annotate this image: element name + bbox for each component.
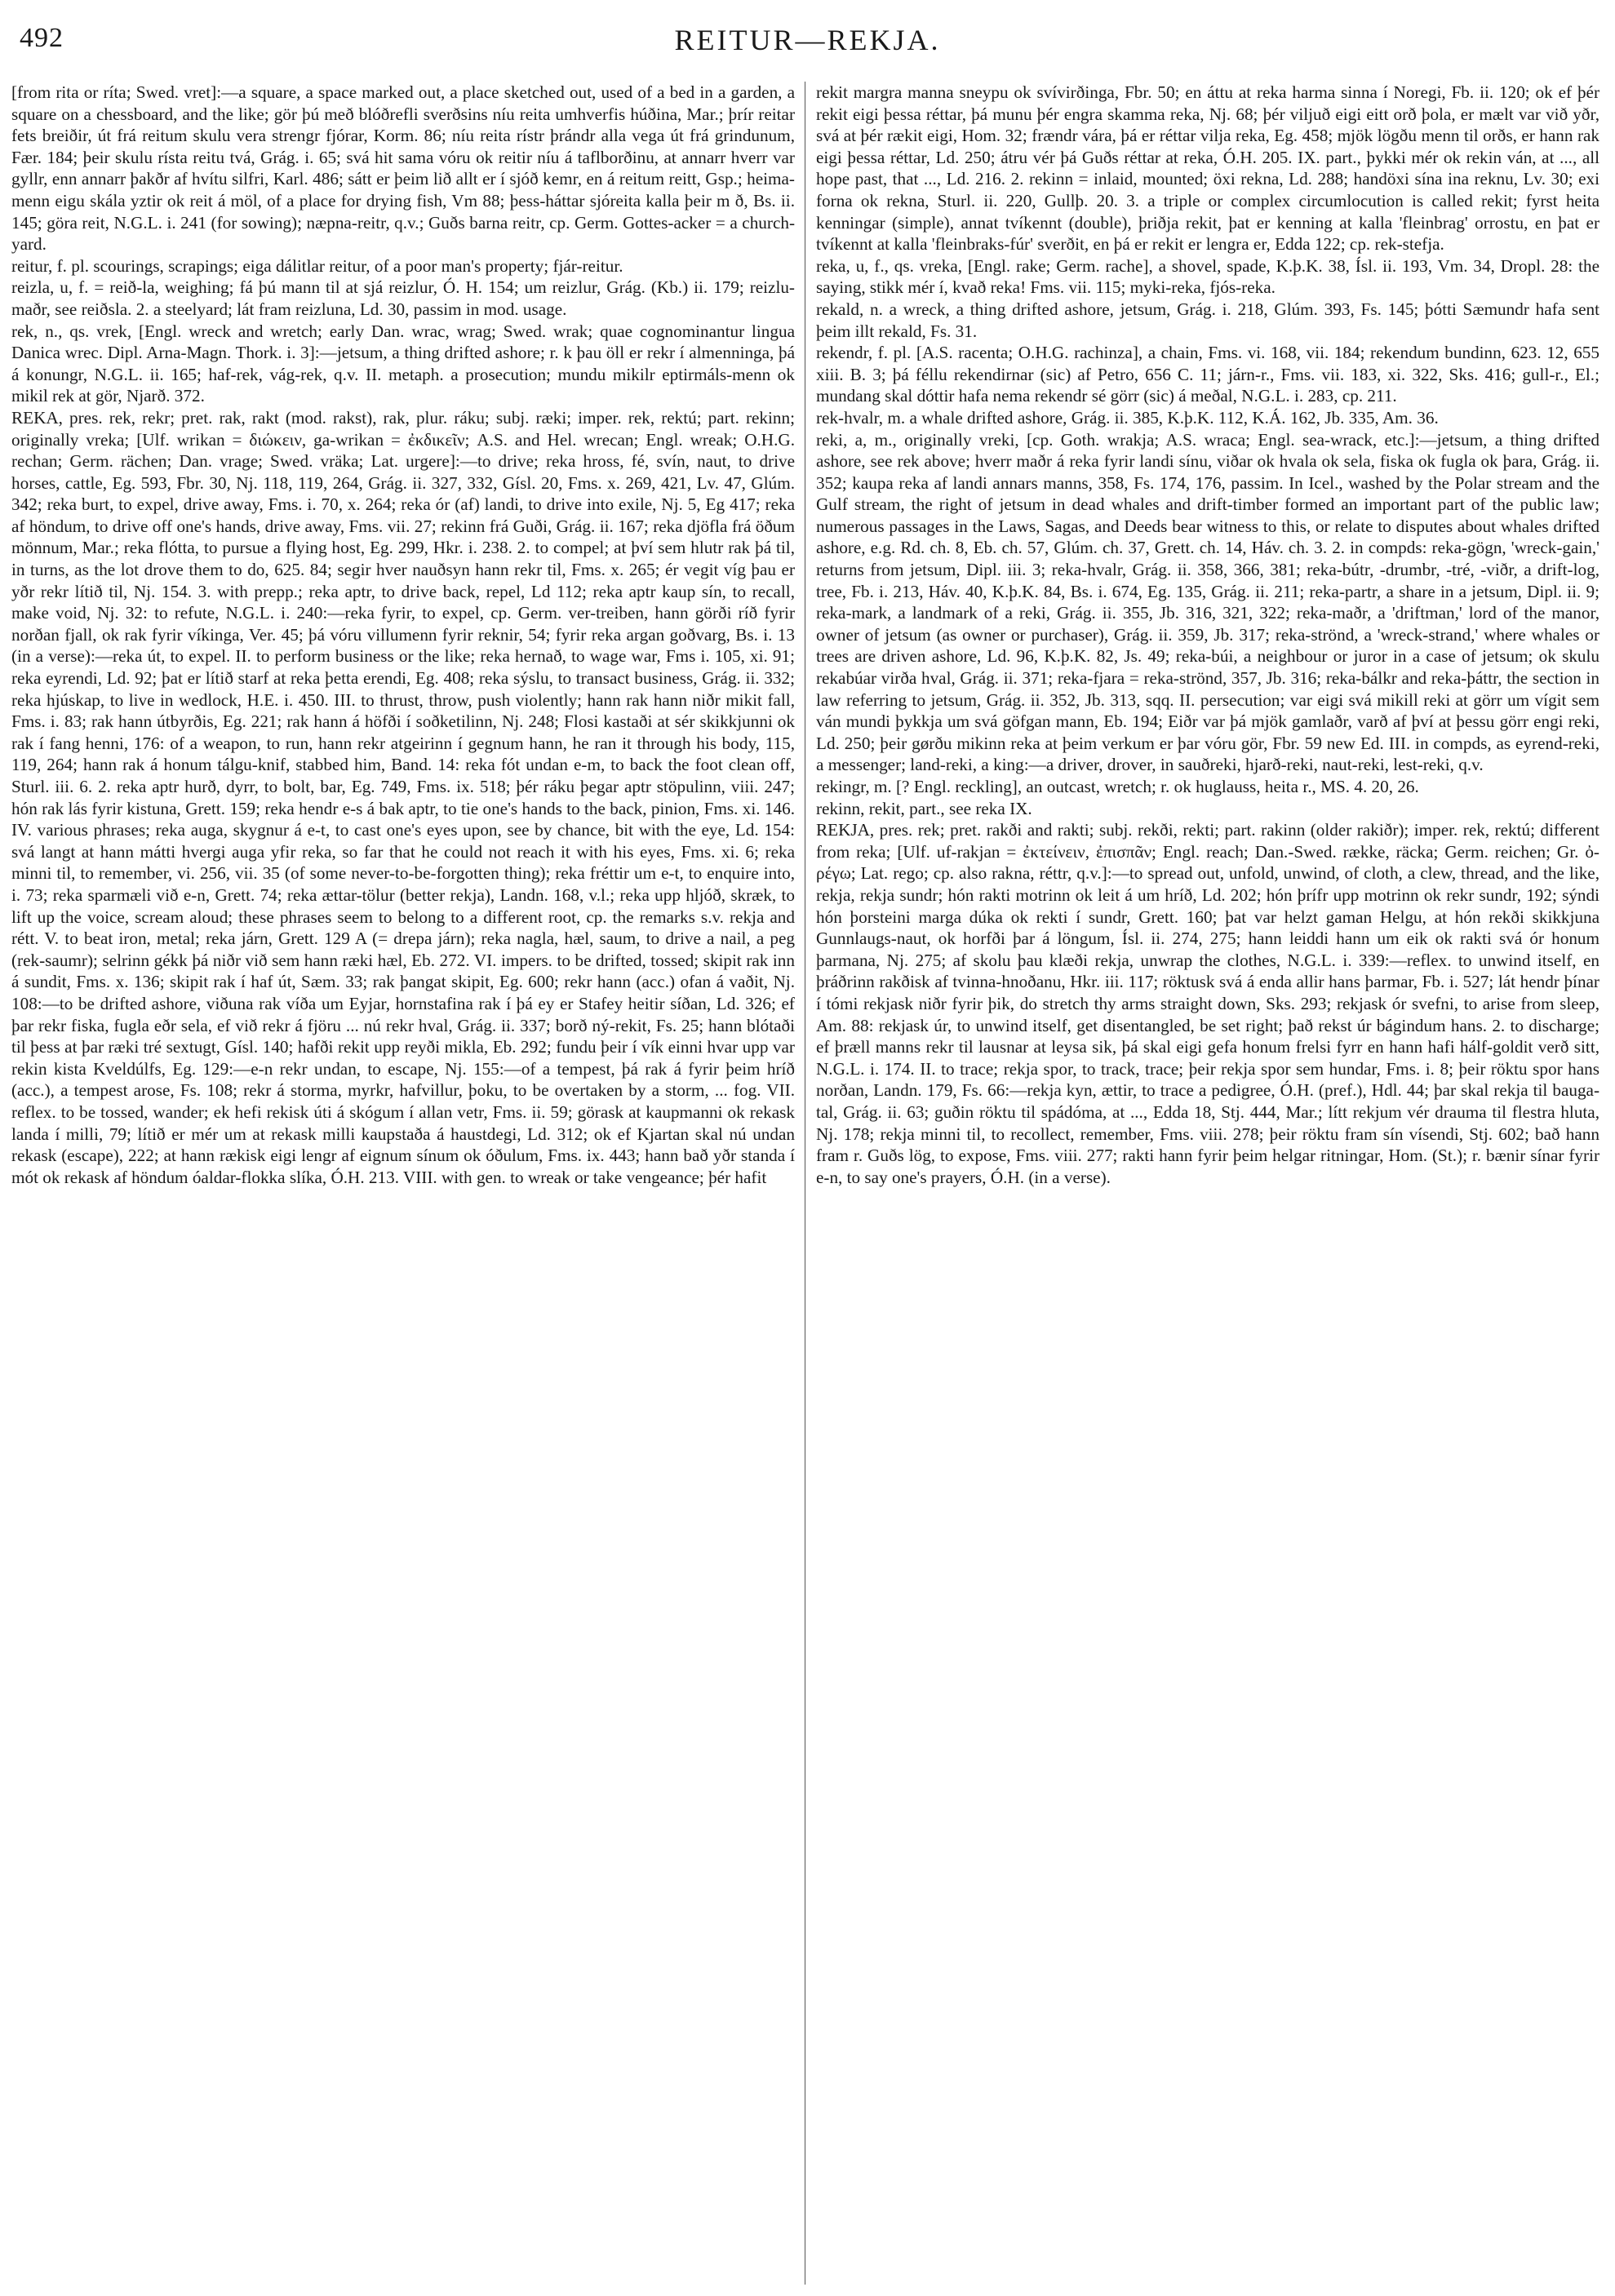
entry-rekendr: rekendr, f. pl. [A.S. racenta; O.H.G. rachinza], a chain, Fms. vi. 168, vii. 184; rekendum bundinn, 623. 12, 655 xiii. B. 3; þá féllu rekendirnar (sic) af Petro, 656 C. 11; járn-r., Fms. vii. 183, xi. 322, Sks. 416; gull-r., El.; mundang skal dóttir hafa nema rekendr sé görr (sic) á meðal, N.G.L. i. 283, cp. 211. bbox=[816, 343, 1599, 406]
text-columns bbox=[11, 82, 1604, 2285]
entry-rekja: REKJA, pres. rek; pret. rakði and rakti; subj. rekði, rekti; part. rakinn (older rakiðr); imper. rek, rektú; different from reka; [Ulf. uf-rakjan = ἐκτείνειν, ἐπισπᾶν; Engl. reach; Dan.-Swed. række, räcka; Germ. reichen; Gr. ὀ-ρέγω; Lat. rego; cp. also rakna, réttr, q.v.]:—to spread out, unfold, unwind, of cloth, a clew, thread, and the like, rekja, rekja sundr; hón rakti motrinn ok leit á um hríð, Ld. 202; hón þrífr upp motrinn ok rekr sundr, 192; sýndi hón þorsteini marga dúka ok rekti í sundr, Grett. 160; þat var helzt gaman Helgu, at hón rekði skikkjuna Gunnlaugs-naut, ok horfði þar á löngum, Ísl. ii. 274, 275; hann leiddi hann um eik ok rakti svá ór honum þarmana, Nj. 275; af skolu þau klæði rekja, unwrap the clothes, N.G.L. i. 339:—reflex. to unwind itself, en þráðrinn rakðisk af tvinna-hnoðanu, Hkr. iii. 117; röktusk svá á enda allir hans þarmar, Fb. i. 527; lát hendr þínar í tómi rekjask niðr fyrir þik, do stretch thy arms straight down, Sks. 293; rekjask ór svefni, to arise from sleep, Am. 88: rekjask úr, to unwind itself, get disentangled, be set right; það rekst úr bágindum hans. 2. to discharge; ef þræll manns rekr til lausnar at leysa sik, þá skal eigi gefa honum frelsi fyrr en hann hafi hálf-goldit verð sitt, N.G.L. i. 174. II. to trace; rekja spor, to track, trace; þeir rekja spor sem hundar, Fms. i. 8; þeir röktu spor hans norðan, Landn. 179, Fs. 66:—rekja kyn, ættir, to trace a pedigree, Ó.H. (pref.), Hdl. 44; þar skal rekja til bauga-tal, Grág. ii. 63; guðin röktu til spádóma, at ..., Edda 18, Stj. 444, Mar.; lítt rekjum vér drauma til flestra hluta, Nj. 178; rekja minni til, to recollect, remember, Fms. viii. 278; þeir röktu fram sín vísendi, Stj. 602; bað hann fram r. Guðs lög, to expose, Fms. viii. 277; rakti hann fyrir þeim helgar ritningar, Hom. (St.); r. bænir sínar fyrir e-n, to say one's prayers, Ó.H. (in a verse). bbox=[816, 820, 1599, 1187]
entry-rekingr: rekingr, m. [? Engl. reckling], an outcast, wretch; r. ok huglauss, heita r., MS. 4. 20, 26. bbox=[816, 777, 1419, 796]
entry-reka-noun: reka, u, f., qs. vreka, [Engl. rake; Germ. rache], a shovel, spade, K.þ.K. 38, Ísl. ii. 193, Vm. 34, Dropl. 28: the saying, stikk mér í, kvað reka! Fms. vii. 115; myki-reka, fjós-reka. bbox=[816, 255, 1599, 298]
entry-reizla: reizla, u, f. = reið-la, weighing; fá þú mann til at sjá reizlur, Ó. H. 154; um reizlur, Grág. (Kb.) ii. 179; reizlu-maðr, see reiðsla. 2. a steelyard; lát fram reizluna, Ld. 30, passim in mod. usage. bbox=[11, 277, 795, 319]
left-column bbox=[11, 82, 795, 2285]
entry-reitur: reitur, f. pl. scourings, scrapings; eiga dálitlar reitur, of a poor man's property; fjár-reitur. bbox=[11, 255, 623, 276]
entry-rek: rek, n., qs. vrek, [Engl. wreck and wretch; early Dan. wrac, wrag; Swed. wrak; quae cognominantur lingua Danica wrec. Dipl. Arna-Magn. Thork. i. 3]:—jetsum, a thing drifted ashore; r. k þau öll er rekr í almenninga, þá á konungr, N.G.L. ii. 165; haf-rek, vág-rek, q.v. II. metaph. a prosecution; mundu mikilr eptirmáls-menn ok mikil rek at gör, Njarð. 372. bbox=[11, 321, 795, 406]
entry-reka-verb-cont: rekit margra manna sneypu ok svívirðinga, Fbr. 50; en áttu at reka harma sinna í Noregi, Fb. ii. 120; ok ef þér rekit eigi þessa réttar, þá munu þér engra skamma reka, Nj. 68; þér viljuð eigi eitt orð þola, er mælt var við yðr, svá at þér rækit eigi, Hom. 32; frændr vára, þá er réttar vilja reka, Eg. 458; mjök lögðu menn til orðs, er hann rak eigi þessa réttar, Ld. 250; átru vér þá Guðs réttar at reka, Ó.H. 205. IX. part., þykki mér ok rekin ván, at ..., all hope past, that ..., Ld. 216. 2. rekinn = inlaid, mounted; öxi rekna, Ld. 288; handöxi sína ina reknu, Lv. 30; exi forna ok rekna, Sturl. ii. 220, Gullþ. 20. 3. a triple or complex circumlocution is called rekit; fyrst heita kenningar (simple), annat tvíkennt (double), þriðja rekit, þat er kenning at kalla 'fleinbrag' orrostu, en þat er tvíkennt at kalla 'fleinbraks-fúr' sverðit, en þá er rekit er lengra er, Edda 122; cp. rek-stefja. bbox=[816, 82, 1599, 255]
page-header bbox=[20, 23, 1595, 62]
entry-reka-verb: REKA, pres. rek, rekr; pret. rak, rakt (mod. rakst), rak, plur. ráku; subj. ræki; imper. rek, rektú; part. rekinn; originally vreka; [Ulf. wrikan = διώκειν, ga-wrikan = ἐκδικεῖν; A.S. and Hel. wrecan; Engl. wreak; O.H.G. rechan; Germ. rächen; Dan. vrage; Swed. vräka; Lat. urgere]:—to drive; reka hross, fé, svín, naut, to drive horses, cattle, Eg. 593, Fbr. 30, Nj. 118, 119, 264, Grág. ii. 327, 332, Gísl. 20, Fms. x. 269, 421, Lv. 47, Glúm. 342; reka burt, to expel, drive away, Fms. i. 70, x. 264; reka ór (af) landi, to drive into exile, Nj. 5, Eg 417; reka af höndum, to drive off one's hands, drive away, Fms. vii. 27; rekinn frá Guði, Grág. ii. 167; reka djöfla frá öðum mönnum, Mar.; reka flótta, to pursue a flying host, Eg. 299, Hkr. i. 238. 2. to compel; at því sem hlutr rak þá til, in turns, as the lot drove them to do, 625. 84; segir hver nauðsyn hann rekr til, Fms. x. 265; ér vegit víg þau er yðr rekr lítið til, Nj. 154. 3. with prepp.; reka aptr, to drive back, repel, Ld 112; reka aptr kaup sín, to recall, make void, Nj. 32: to refute, N.G.L. i. 240:—reka fyrir, to expel, cp. Germ. ver-treiben, hann görði ríð fyrir norðan fjall, ok rak fyrir víkinga, Ver. 45; þá vóru villumenn fyrir reknir, 54; fyrir reka argan goðvarg, Bs. i. 13 (in a verse):—reka út, to expel. II. to perform business or the like; reka hernað, to wage war, Fms i. 105, xi. 91; reka eyrendi, Ld. 92; þat er lítið starf at reka þetta erendi, Eg. 408; reka sýslu, to transact business, Grág. ii. 332; reka hjúskap, to live in wedlock, H.E. i. 450. III. to thrust, throw, push violently; hann rak hann niðr mikit fall, Fms. i. 83; rak hann útbyrðis, Eg. 221; rak hann á höfði í soðketilinn, Nj. 248; Flosi kastaði at sér skikkjunni ok rak í fang henni, 176: of a weapon, to run, hann rekr atgeirinn í gegnum hann, he ran it through his body, 115, 119, 264; hann rak á honum tálgu-knif, stabbed him, Band. 14: reka fót undan e-m, to back the foot clean off, Sturl. iii. 6. 2. reka aptr hurð, dyrr, to bolt, bar, Eg. 749, Fms. ix. 518; þér ráku þegar aptr stöpulinn, viii. 247; hón rak lás fyrir kistuna, Grett. 159; reka hendr e-s á bak aptr, to tie one's hands to the back, pinion, Fms. xi. 146. IV. various phrases; reka auga, skygnur á e-t, to cast one's eyes upon, see by chance, bit with the eye, Ld. 154: svá langt at hann mátti hvergi auga yfir reka, so far that he could not reach it with his eyes, Fms. xi. 6; reka minni til, to remember, vi. 256, vii. 35 (of some never-to-be-forgotten thing); reka fréttir um e-t, to enquire into, i. 73; reka sparmæli við e-n, Grett. 74; reka ættar-tölur (better rekja), Landn. 168, v.l.; reka upp hljóð, skræk, to lift up the voice, scream aloud; these phrases seem to belong to a different root, cp. the remarks s.v. rekja and rétt. V. to beat iron, metal; reka járn, Grett. 129 A (= drepa járn); reka nagla, hæl, saum, to drive a nail, a peg (rek-saumr); selrinn gékk þá niðr við sem hann ræki hæl, Eb. 272. VI. impers. to be drifted, tossed; skipit rak inn á sundit, Fms. x. 136; skipit rak í haf út, Sæm. 33; rak þangat skipit, Eg. 600; rekr hann (acc.) ofan á vaðit, Nj. 108:—to be drifted ashore, viðuna rak víða um Eyjar, hornstafina rak í þá ey er Stafey heitir síðan, Ld. 326; ef þar rekr fiska, fugla eðr sela, ef við rekr á fjöru ... nú rekr hval, Grág. ii. 337; borð ný-rekit, Fs. 25; hann blótaði til þess at þar ræki tré sextugt, Gísl. 140; hafði rekit upp reyði mikla, Eb. 292; fundu þeir í vík einni hvar upp var rekin kista Kveldúlfs, Eg. 129:—e-n rekr undan, to escape, Nj. 155:—of a tempest, þá rak á fyrir þeim hríð (acc.), a tempest arose, Fs. 108; rekr á storma, myrkr, hafvillur, þoku, to be overtaken by a storm, ... fog. VII. reflex. to be tossed, wander; ek hefi rekisk úti á skógum í allan vetr, Fms. ii. 59; görask at kaupmanni ok rekask landa í milli, 79; lítið er mér um at rekask milli kaupstaða á haustdegi, Ld. 312; ok ef Kjartan skal nú undan rekask (escape), 222; at hann rækisk eigi lengr af eignum sínum ok óðulum, Fms. ix. 443; hann bað yðr standa í mót ok rekask af höndum óaldar-flokka slíka, Ó.H. 213. VIII. with gen. to wreak or take vengeance; þér hafit bbox=[11, 407, 795, 1187]
right-column bbox=[816, 82, 1599, 2285]
entry-reitr-cont: [from rita or ríta; Swed. vret]:—a square, a space marked out, a place sketched out, used of a bed in a garden, a square on a chessboard, and the like; gör þú með blóðrefli sverðsins níu reita umhverfis húðina, Mar.; þrír reitar fets breiðir, út frá reitum skulu vera strengr fjórar, Korm. 86; níu reita rístr þrándr alla vega út frá grindunum, Fær. 184; þeir skulu rísta reitu tvá, Grág. i. 65; svá hit sama vóru ok reitir níu á taflborðinu, at annarr hverr var gyllr, enn annarr þakðr af hvítu silfri, Karl. 486; sátt er þeim lið allt er í sjóð kemr, en á reitum reitt, Gsp.; heima-menn eigu skála yztir ok reit á möl, of a place for drying fish, Vm 88; þess-háttar sjóreita kalla þeir m ð, Bs. ii. 145; göra reit, N.G.L. i. 241 (for sowing); næpna-reitr, q.v.; Guðs barna reitr, cp. Germ. Gottes-acker = a church-yard. bbox=[11, 82, 795, 255]
entry-rek-hvalr: rek-hvalr, m. a whale drifted ashore, Grág. ii. 385, K.þ.K. 112, K.Á. 162, Jb. 335, Am. 36. bbox=[816, 407, 1439, 428]
entry-rekinn: rekinn, rekit, part., see reka IX. bbox=[816, 798, 1032, 818]
entry-reki: reki, a, m., originally vreki, [cp. Goth. wrakja; A.S. wraca; Engl. sea-wrack, etc.]:—jetsum, a thing drifted ashore, see rek above; hverr maðr á reka fyrir landi sínu, viðar ok hvala ok sela, fiska ok fugla ok þara, Grág. ii. 352; kaupa reka af landi annars manns, 358, Fs. 174, 176, passim. In Icel., washed by the Polar stream and the Gulf stream, the right of jetsum in dead whales and drift-timber formed an important part of the public law; numerous passages in the Laws, Sagas, and Deeds bear witness to this, or relate to disputes about whales drifted ashore, e.g. Rd. ch. 8, Eb. ch. 57, Glúm. ch. 37, Grett. ch. 14, Háv. ch. 3. 2. in compds: reka-gögn, 'wreck-gain,' returns from jetsum, Dipl. iii. 3; reka-hvalr, Grág. ii. 358, 366, 381; reka-bútr, -drumbr, -tré, -viðr, a drift-log, tree, Fb. i. 213, Háv. 40, K.þ.K. 84, Bs. i. 674, Eg. 135, Grág. ii. 211; reka-partr, a share in a jetsum, Dipl. ii. 9; reka-mark, a landmark of a reki, Grág. ii. 355, Jb. 316, 321, 322; reka-maðr, a 'driftman,' lord of the manor, owner of jetsum (as owner or purchaser), Grág. ii. 359, Jb. 317; reka-strönd, a 'wreck-strand,' where whales or trees are driven ashore, Ld. 96, K.þ.K. 82, Js. 49; reka-búi, a neighbour or juror in a case of jetsum; ok skulu rekabúar virða hval, Grág. ii. 371; reka-fjara = reka-strönd, 357, Jb. 316; reka-bálkr and reka-þáttr, the section in law referring to jetsum, Grág. ii. 352, Jb. 313, sqq. II. persecution; var eigi svá mikill reki at görr um vígit sem ván mundi þykkja um svá göfgan mann, Eb. 194; Eiðr var þá mjök gamlaðr, varð af því at þessu görr engi reki, Ld. 250; þeir gørðu mikinn reka at þeim verkum er þar vóru gör, Fbr. 59 new Ed. III. in compds, as eyrend-reki, a messenger; land-reki, a king:—a driver, drover, in sauðreki, hjarð-reki, naut-reki, lest-reki, q.v. bbox=[816, 429, 1599, 775]
running-head: REITUR—REKJA. bbox=[674, 24, 941, 56]
page-number: 492 bbox=[20, 23, 64, 53]
entry-rekald: rekald, n. a wreck, a thing drifted ashore, jetsum, Grág. i. 218, Glúm. 393, Fs. 145; þótti Sæmundr hafa sent þeim illt rekald, Fs. 31. bbox=[816, 299, 1599, 341]
